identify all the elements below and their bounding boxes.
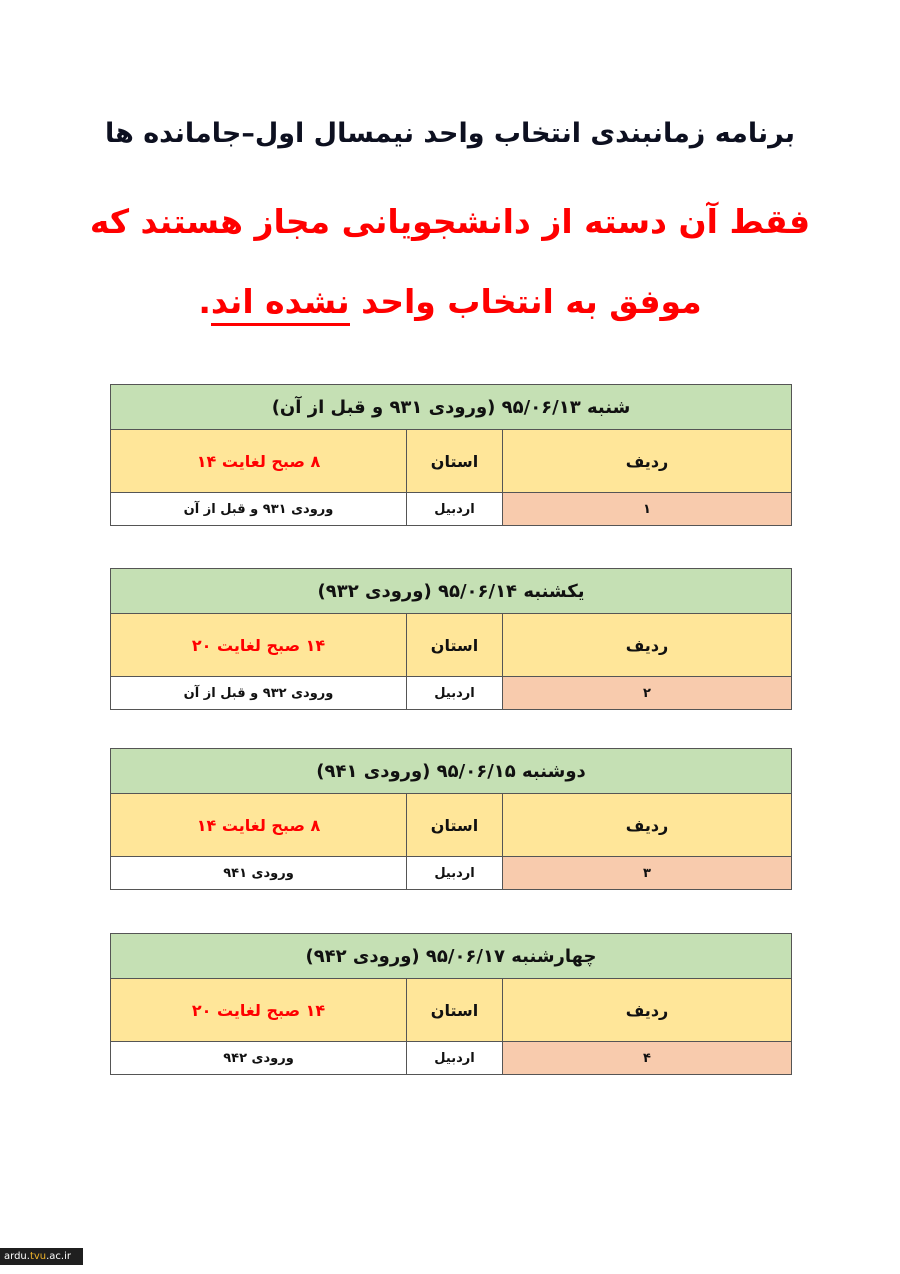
schedule-table-sunday [110,568,792,710]
entry-cell: ورودی ۹۴۲ [111,1042,407,1075]
column-header-row: ردیف [503,794,792,857]
entry-cell: ورودی ۹۳۲ و قبل از آن [111,677,407,710]
notice-line-1: فقط آن دسته از دانشجویانی مجاز هستند که [89,202,811,241]
day-header: شنبه ۹۵/۰۶/۱۳ (ورودی ۹۳۱ و قبل از آن) [111,385,792,430]
table-row [111,1042,792,1075]
province-cell: اردبیل [407,857,503,890]
schedule-table-wednesday [110,933,792,1075]
notice-line-2-prefix: موفق به انتخاب واحد [349,282,702,321]
entry-cell: ورودی ۹۳۱ و قبل از آن [111,493,407,526]
column-header-province: استان [407,430,503,493]
row-number: ۱ [503,493,792,526]
column-header-province: استان [407,614,503,677]
watermark-prefix: ardu. [4,1251,30,1262]
row-number: ۲ [503,677,792,710]
day-header: دوشنبه ۹۵/۰۶/۱۵ (ورودی ۹۴۱) [111,749,792,794]
schedule-table-monday [110,748,792,890]
page-title: برنامه زمانبندی انتخاب واحد نیمسال اول–جامانده ها [104,118,796,149]
entry-cell: ورودی ۹۴۱ [111,857,407,890]
day-header: چهارشنبه ۹۵/۰۶/۱۷ (ورودی ۹۴۲) [111,934,792,979]
column-header-time: ۸ صبح لغایت ۱۴ [111,430,407,493]
column-header-province: استان [407,794,503,857]
column-header-row: ردیف [503,614,792,677]
column-header-time: ۱۴ صبح لغایت ۲۰ [111,979,407,1042]
province-cell: اردبیل [407,1042,503,1075]
column-header-province: استان [407,979,503,1042]
province-cell: اردبیل [407,493,503,526]
table-row [111,493,792,526]
day-header: یکشنبه ۹۵/۰۶/۱۴ (ورودی ۹۳۲) [111,569,792,614]
notice-line-2-emphasis: نشده اند [211,282,350,326]
province-cell: اردبیل [407,677,503,710]
notice-line-2-suffix: . [198,282,211,321]
site-watermark [0,1248,83,1265]
table-row [111,677,792,710]
row-number: ۴ [503,1042,792,1075]
column-header-row: ردیف [503,430,792,493]
notice-line-2 [0,282,900,321]
table-row [111,857,792,890]
watermark-accent: tvu [29,1251,47,1262]
column-header-row: ردیف [503,979,792,1042]
column-header-time: ۸ صبح لغایت ۱۴ [111,794,407,857]
column-header-time: ۱۴ صبح لغایت ۲۰ [111,614,407,677]
schedule-table-saturday [110,384,792,526]
row-number: ۳ [503,857,792,890]
watermark-suffix: .ac.ir [46,1251,71,1262]
